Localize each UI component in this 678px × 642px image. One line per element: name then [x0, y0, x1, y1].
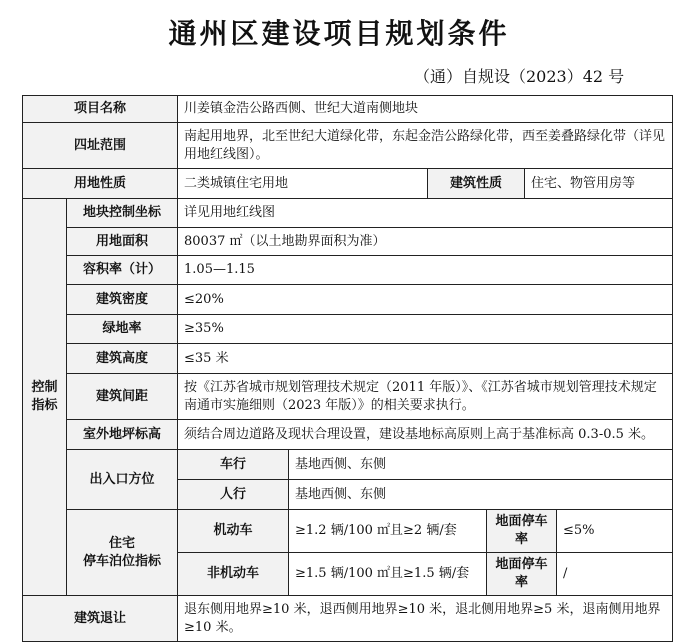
- parking-label: [67, 510, 178, 596]
- document-title: 通州区建设项目规划条件: [168, 17, 510, 50]
- motor-parking-value: ≥1.2 辆/100 ㎡且≥2 辆/套: [289, 510, 487, 553]
- table-row: [23, 228, 673, 256]
- height-label: 建筑高度: [67, 344, 178, 374]
- elevation-label: 室外地坪标高: [67, 420, 178, 450]
- table-row: [23, 420, 673, 450]
- far-value: 1.05—1.15: [178, 256, 673, 285]
- table-row: [23, 374, 673, 420]
- height-value: ≤35 米: [178, 344, 673, 374]
- table-row: [23, 315, 673, 344]
- density-value: ≤20%: [178, 285, 673, 315]
- building-nature-label: 建筑性质: [428, 169, 525, 199]
- table-row: [23, 596, 673, 642]
- control-indicators-label: [23, 199, 67, 596]
- control-label-line2: 指标: [31, 398, 58, 413]
- pedestrian-access-label: 人行: [178, 480, 289, 510]
- access-label: 出入口方位: [67, 450, 178, 510]
- boundary-value: 南起用地界，北至世纪大道绿化带，东起金浩公路绿化带，西至姜叠路绿化带（详见用地红线图）。: [178, 123, 673, 169]
- document-number: （通）自规设（2023）42 号: [414, 67, 625, 86]
- nonmotor-ground-rate-value: /: [557, 553, 673, 596]
- table-row: [23, 510, 673, 553]
- land-use-value: 二类城镇住宅用地: [178, 169, 428, 199]
- table-row: [23, 169, 673, 199]
- motor-parking-label: 机动车: [178, 510, 289, 553]
- nonmotor-parking-value: ≥1.5 辆/100 ㎡且≥1.5 辆/套: [289, 553, 487, 596]
- planning-conditions-table: [22, 95, 673, 642]
- spacing-value: 按《江苏省城市规划管理技术规定（2011 年版）》、《江苏省城市规划管理技术规定南通市实施细则（2023 年版）》的相关要求执行。: [178, 374, 673, 420]
- project-name-value: 川姜镇金浩公路西侧、世纪大道南侧地块: [178, 96, 673, 123]
- coords-label: 地块控制坐标: [67, 199, 178, 228]
- table-row: [23, 96, 673, 123]
- boundary-label: 四址范围: [23, 123, 178, 169]
- area-label: 用地面积: [67, 228, 178, 256]
- vehicle-access-label: 车行: [178, 450, 289, 480]
- control-label-line1: 控制: [31, 380, 58, 395]
- nonmotor-parking-label: 非机动车: [178, 553, 289, 596]
- table-row: [23, 199, 673, 228]
- table-row: [23, 256, 673, 285]
- project-name-label: 项目名称: [23, 96, 178, 123]
- land-use-label: 用地性质: [23, 169, 178, 199]
- table-row: [23, 285, 673, 315]
- green-value: ≥35%: [178, 315, 673, 344]
- pedestrian-access-value: 基地西侧、东侧: [289, 480, 673, 510]
- green-label: 绿地率: [67, 315, 178, 344]
- density-label: 建筑密度: [67, 285, 178, 315]
- coords-value: 详见用地红线图: [178, 199, 673, 228]
- far-label: 容积率（计）: [67, 256, 178, 285]
- table-row: [23, 123, 673, 169]
- table-row: [23, 344, 673, 374]
- vehicle-access-value: 基地西侧、东侧: [289, 450, 673, 480]
- parking-label-line1: 住宅: [109, 535, 136, 551]
- motor-ground-rate-value: ≤5%: [557, 510, 673, 553]
- spacing-label: 建筑间距: [67, 374, 178, 420]
- area-value: 80037 ㎡（以土地勘界面积为准）: [178, 228, 673, 256]
- parking-label-line2: 停车泊位指标: [83, 553, 162, 569]
- elevation-value: 须结合周边道路及现状合理设置，建设基地标高原则上高于基准标高 0.3-0.5 米。: [178, 420, 673, 450]
- setback-value: 退东侧用地界≥10 米，退西侧用地界≥10 米，退北侧用地界≥5 米，退南侧用地界≥10 米。: [178, 596, 673, 642]
- motor-ground-rate-label: 地面停车率: [487, 510, 557, 553]
- nonmotor-ground-rate-label: 地面停车率: [487, 553, 557, 596]
- setback-label: 建筑退让: [23, 596, 178, 642]
- building-nature-value: 住宅、物管用房等: [525, 169, 673, 199]
- table-row: [23, 450, 673, 480]
